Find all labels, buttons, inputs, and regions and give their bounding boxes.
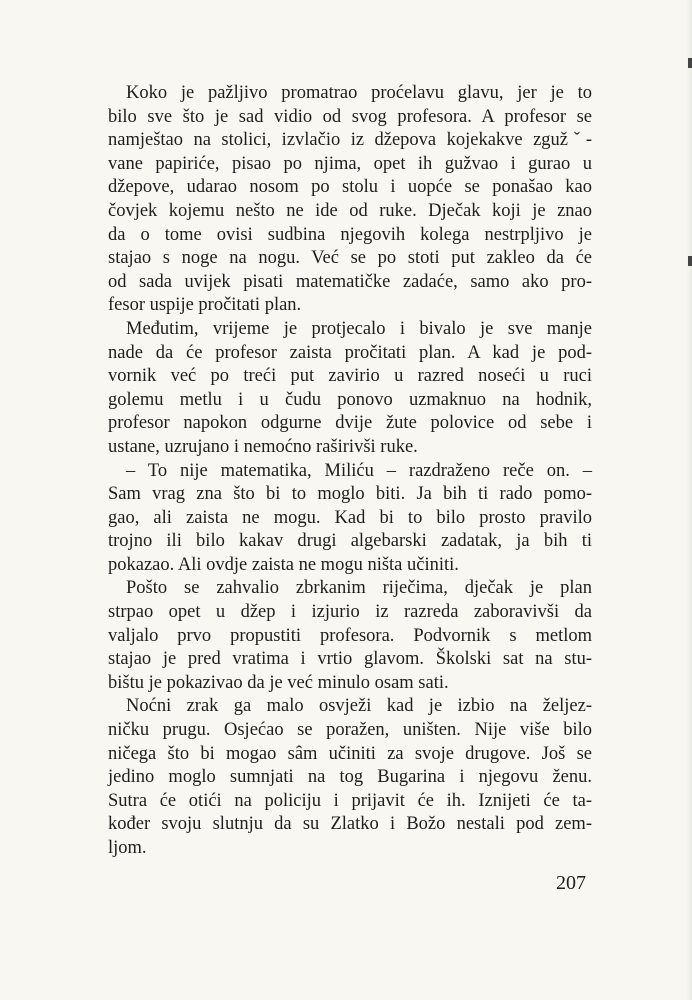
paragraph	[108, 577, 592, 695]
paragraph	[108, 318, 592, 460]
text-line: ljom.	[108, 838, 147, 858]
text-line: ničega što bi mogao sâm učiniti za svoje drugove. Još se	[108, 743, 592, 764]
paragraph	[108, 82, 592, 318]
text-line: Sam vrag zna što bi to moglo biti. Ja bih ti rado pomo-	[108, 484, 592, 505]
text-line: – To nije matematika, Miliću – razdraženo reče on. –	[126, 460, 592, 481]
text-line: stajao je pred vratima i vrtio glavom. Školski sat na stu-	[108, 649, 592, 670]
body-text	[108, 82, 592, 861]
paragraph	[108, 460, 592, 578]
text-line: nade da će profesor zaista pročitati plan. A kad je pod-	[108, 342, 592, 363]
text-line: namještao na stolici, izvlačio iz džepova kojekakve zgužˇ-	[108, 130, 592, 151]
text-line: Međutim, vrijeme je protjecalo i bivalo je sve manje	[126, 318, 592, 339]
text-line: da o tome ovisi sudbina njegovih kolega nestrpljivo je	[108, 224, 592, 245]
page-edge-mark	[688, 256, 692, 266]
text-line: čovjek kojemu nešto ne ide od ruke. Dječak koji je znao	[108, 200, 592, 221]
text-line: golemu metlu i u čudu ponovo uzmaknuo na hodnik,	[108, 389, 592, 410]
text-line: profesor napokon odgurne dvije žute polovice od sebe i	[108, 413, 592, 434]
text-line: pokazao. Ali ovdje zaista ne mogu ništa učiniti.	[108, 554, 459, 575]
text-line: od sada uvijek pisati matematičke zadaće, samo ako pro-	[108, 271, 592, 292]
text-line: strpao opet u džep i izjurio iz razreda zaboravivši da	[108, 602, 592, 623]
text-line: trojno ili bilo kakav drugi algebarski zadatak, ja bih ti	[108, 531, 592, 552]
paragraph	[108, 695, 592, 860]
page-number: 207	[556, 872, 586, 894]
page-edge-mark	[688, 58, 692, 68]
text-line: vane papiriće, pisao po njima, opet ih gužvao i gurao u	[108, 153, 592, 174]
text-line: ustane, uzrujano i nemoćno raširivši ruke.	[108, 436, 418, 457]
text-line: ničku prugu. Osjećao se poražen, uništen. Nije više bilo	[108, 720, 592, 741]
text-line: Pošto se zahvalio zbrkanim riječima, dječak je plan	[126, 578, 592, 599]
text-line: gao, ali zaista ne mogu. Kad bi to bilo prosto pravilo	[108, 507, 592, 528]
text-line: Koko je pažljivo promatrao proćelavu glavu, jer je to	[126, 83, 592, 103]
text-line: Noćni zrak ga malo osvježi kad je izbio na željez-	[126, 696, 592, 717]
text-line: vornik već po treći put zavirio u razred noseći u ruci	[108, 366, 592, 387]
text-line: stajao s noge na nogu. Već se po stoti put zakleo da će	[108, 248, 592, 269]
text-line: kođer svoju slutnju da su Zlatko i Božo nestali pod zem-	[108, 814, 592, 835]
text-line: Sutra će otići na policiju i prijavit će ih. Iznijeti će ta-	[108, 790, 592, 811]
text-line: jedino moglo sumnjati na tog Bugarina i njegovu ženu.	[108, 767, 592, 788]
text-line: valjalo prvo propustiti profesora. Podvornik s metlom	[108, 625, 592, 646]
text-line: bilo sve što je sad vidio od svog profesora. A profesor se	[108, 106, 592, 127]
text-line: džepove, udarao nosom po stolu i uopće se ponašao kao	[108, 177, 592, 198]
text-line: fesor uspije pročitati plan.	[108, 295, 302, 316]
text-line: bištu je pokazivao da je već minulo osam sati.	[108, 672, 449, 693]
page-edge-shadow	[686, 0, 692, 1000]
